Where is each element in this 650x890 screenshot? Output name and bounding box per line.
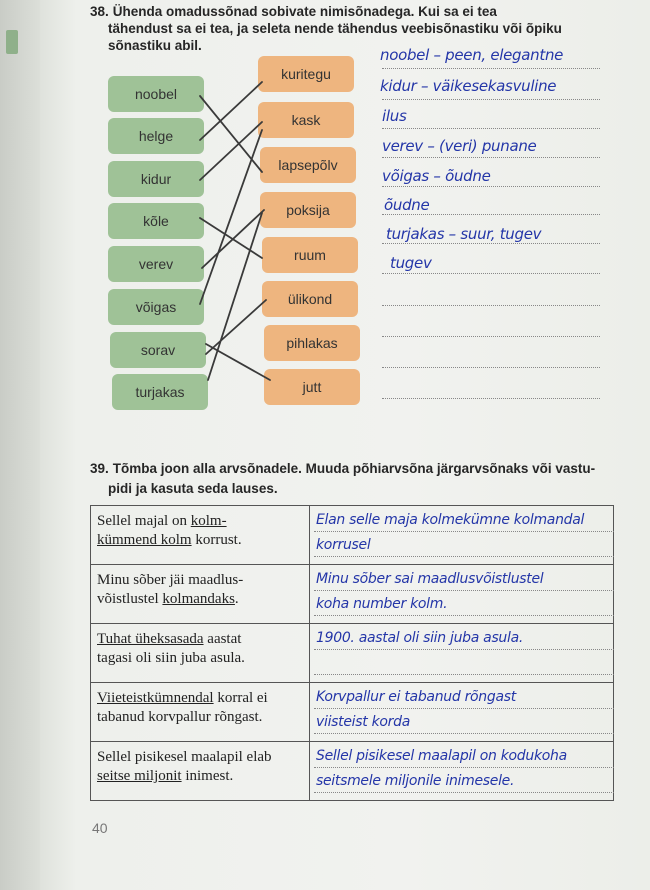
sentence-text: aastat [203,631,242,647]
sentence-text: tagasi oli siin juba asula. [97,650,245,666]
handwritten-answer: Sellel pisikesel maalapil on kodukoha [316,748,567,764]
answer-line [382,68,600,69]
answer-cell[interactable] [310,565,614,624]
adjective-box: kõle [108,203,204,239]
page-number: 40 [92,820,108,836]
exercise-table [90,505,614,801]
numeral-underlined: seitse miljonit [97,768,182,784]
sentence-cell [91,683,310,742]
sentence-cell [91,624,310,683]
adjective-box: turjakas [112,374,208,410]
ex38-title-line1: Ühenda omadussõnad sobivate nimisõnadega. Kui sa ei tea [112,4,497,19]
answer-line [314,615,614,616]
sentence-text: Sellel pisikesel maalapil elab [97,749,272,765]
noun-box: lapsepõlv [260,147,356,183]
handwritten-answer: võigas – õudne [382,167,491,185]
sentence-text: Sellel majal on [97,513,191,529]
table-row [91,742,614,801]
noun-box: ruum [262,237,358,273]
sentence-text: tabanud korvpallur rõngast. [97,709,263,725]
sentence-text: võistlustel [97,591,163,607]
adjective-box: verev [108,246,204,282]
table-row [91,506,614,565]
noun-box: poksija [260,192,356,228]
table-row [91,624,614,683]
noun-box: jutt [264,369,360,405]
numeral-underlined: kolm- [190,513,227,529]
match-line [202,210,264,268]
answer-line [382,367,600,368]
sentence-cell [91,742,310,801]
match-line [200,218,262,258]
ex39-title-line1: Tõmba joon alla arvsõnadele. Muuda põhiarvsõna järgarvsõnaks või vastu- [112,461,596,476]
sentence-text: Minu sõber jäi maadlus- [97,572,244,588]
handwritten-answer: Elan selle maja kolmekümne kolmandal [316,512,585,528]
answer-line [382,157,600,158]
handwritten-answer: õudne [384,196,430,214]
handwritten-answer: koha number kolm. [316,596,448,612]
numeral-underlined: kolmandaks [162,591,235,607]
noun-box: kask [258,102,354,138]
answer-cell[interactable] [310,506,614,565]
handwritten-answer: Korvpallur ei tabanud rõngast [316,689,516,705]
answer-line [382,305,600,306]
match-line [206,344,270,380]
match-line [200,130,262,304]
answer-line [314,792,614,793]
ex38-number: 38. [90,4,109,19]
sentence-text: korrust. [191,532,242,548]
numeral-underlined: Tuhat üheksasada [97,631,204,647]
sentence-text: . [234,591,239,607]
answer-line [382,99,600,100]
adjective-box: noobel [108,76,204,112]
answer-line [314,674,614,675]
answer-line [314,708,614,709]
answer-line [382,273,600,274]
answer-line [314,649,614,650]
answer-line [314,556,614,557]
ex38-title-line3: sõnastiku abil. [108,38,202,53]
ex39-number: 39. [90,461,109,476]
handwritten-answer: tugev [390,254,432,272]
numeral-underlined: kümmend kolm [97,532,192,548]
ex38-title-line2: tähendust sa ei tea, ja seleta nende tähendus veebisõnastiku või õpiku [108,21,562,36]
match-line [200,96,262,172]
answer-line [382,186,600,187]
adjective-box: helge [108,118,204,154]
answer-line [314,767,614,768]
answer-cell[interactable] [310,742,614,801]
handwritten-answer: Minu sõber sai maadlusvõistlustel [316,571,544,587]
noun-box: kuritegu [258,56,354,92]
handwritten-answer: turjakas – suur, tugev [386,225,542,243]
answer-line [314,590,614,591]
answer-cell[interactable] [310,624,614,683]
table-row [91,683,614,742]
handwritten-answer: seitsmele miljonile inimesele. [316,773,515,789]
handwritten-answer: ilus [382,107,407,125]
answer-line [382,398,600,399]
numeral-underlined: Viieteistkümnendal [97,690,214,706]
sentence-text: korral ei [213,690,268,706]
handwritten-answer: korrusel [316,537,371,553]
table-row [91,565,614,624]
adjective-box: kidur [108,161,204,197]
sentence-cell [91,506,310,565]
handwritten-answer: verev – (veri) punane [382,137,537,155]
handwritten-answer: viisteist korda [316,714,410,730]
answer-line [314,531,614,532]
adjective-box: sorav [110,332,206,368]
answer-line [382,214,600,215]
handwritten-answer: kidur – väikesekasvuline [380,77,557,95]
answer-line [382,336,600,337]
match-line [206,300,266,354]
sentence-cell [91,565,310,624]
sentence-text: inimest. [181,768,234,784]
ex39-title-line2: pidi ja kasuta seda lauses. [108,481,278,496]
handwritten-answer: noobel – peen, elegantne [380,46,564,64]
noun-box: pihlakas [264,325,360,361]
adjective-box: võigas [108,289,204,325]
answer-line [382,243,600,244]
handwritten-answer: 1900. aastal oli siin juba asula. [316,630,524,646]
answer-line [314,733,614,734]
answer-line [382,128,600,129]
answer-cell[interactable] [310,683,614,742]
noun-box: ülikond [262,281,358,317]
ex39-title [90,460,620,477]
